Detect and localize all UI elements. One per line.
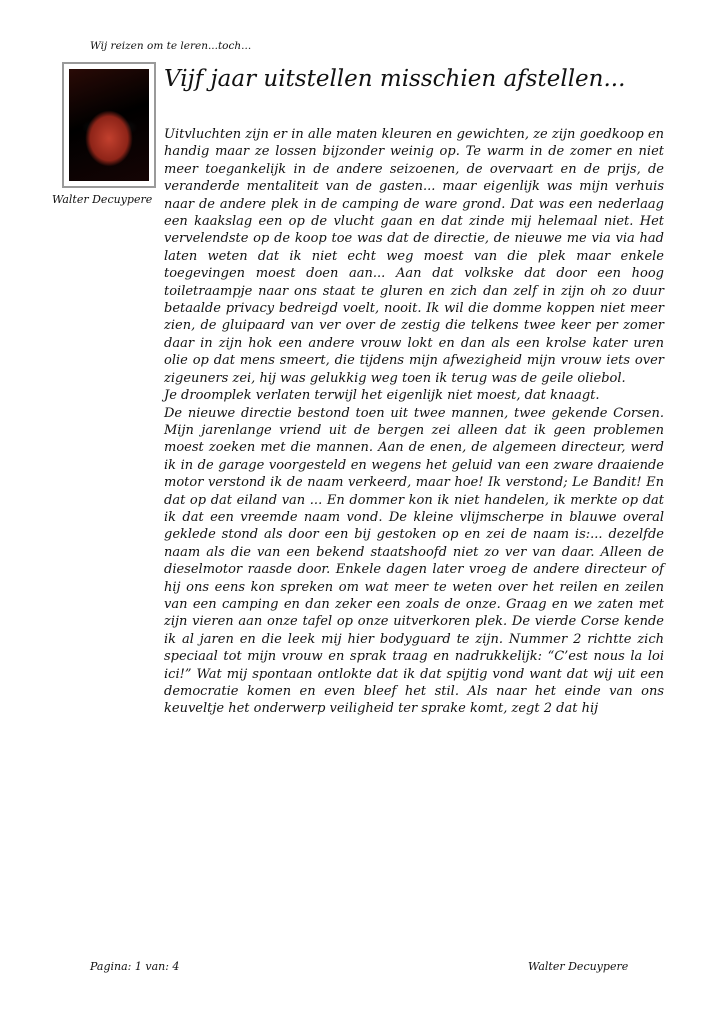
author-photo bbox=[69, 69, 149, 181]
article-title: Vijf jaar uitstellen misschien afstellen... bbox=[164, 66, 626, 92]
page-number: Pagina: 1 van: 4 bbox=[90, 960, 180, 973]
paragraph: Je droomplek verlaten terwijl het eigenlijk niet moest, dat knaagt. bbox=[164, 388, 600, 404]
footer-author: Walter Decuypere bbox=[528, 960, 629, 973]
paragraph: Uitvluchten zijn er in alle maten kleuren en gewichten, ze zijn goedkoop en handig maar ze lossen bijzonder weinig op. Te warm in de zomer en niet meer toegankelijk in de andere seizoenen, de overvaart en de prijs, de veranderde mentaliteit van de gasten... maar eigenlijk was mijn verhuis naar de andere plek in de camping de ware grond. Dat was een nederlaag een kaakslag een op de vlucht gaan en dat zinde mij helemaal niet. Het vervelendste op de koop toe was dat de directie, de nieuwe me via via had laten weten dat ik niet echt weg moest van die plek maar enkele toegevingen moest doen aan... Aan dat volkske dat door een hoog toiletraampje naar ons staat te gluren en zich dan zelf in zijn oh zo duur betaalde privacy bedreigd voelt, nooit. Ik wil die domme koppen niet meer zien, de gluipaard van ver over de zestig die telkens twee keer per zomer daar in zijn hok een andere vrouw lokt en dan als een krolse kater uren olie op dat mens smeert, die tijdens mijn afwezigheid mijn vrouw iets over zigeuners zei, hij was gelukkig weg toen ik terug was de geile oliebol. bbox=[164, 127, 664, 386]
photo-caption: Walter Decuypere bbox=[52, 193, 153, 206]
running-header: Wij reizen om te leren...toch... bbox=[90, 40, 252, 52]
author-photo-frame bbox=[62, 62, 156, 188]
paragraph: De nieuwe directie bestond toen uit twee mannen, twee gekende Corsen. Mijn jarenlange vriend uit de bergen zei alleen dat ik geen problemen moest zoeken met die mannen. Aan de enen, de algemeen directeur, werd ik in de garage voorgesteld en wegens het geluid van een zware draaiende motor verstond ik de naam verkeerd, maar hoe! Ik verstond; Le Bandit! En dat op dat eiland van ... En dommer kon ik niet handelen, ik merkte op dat ik dat een vreemde naam vond. De kleine vlijmscherpe in blauwe overal geklede stond als door een bij gestoken op en zei de naam is:... dezelfde naam als die van een bekend staatshoofd niet zo ver van daar. Alleen de dieselmotor raasde door. Enkele dagen later vroeg de andere directeur of hij ons eens kon spreken om wat meer te weten over het reilen en zeilen van een camping en dan zeker een zoals de onze. Graag en we zaten met zijn vieren aan onze tafel op onze uitverkoren plek. De vierde Corse kende ik al jaren en die leek mij hier bodyguard te zijn. Nummer 2 richtte zich speciaal tot mijn vrouw en sprak traag en nadrukkelijk: “C’est nous la loi ici!” Wat mij spontaan ontlokte dat ik dat spijtig vond want dat wij uit een democratie komen en even bleef het stil. Als naar het einde van ons keuveltje het onderwerp veiligheid ter sprake komt, zegt 2 dat hij bbox=[164, 405, 664, 717]
article-body bbox=[164, 126, 664, 718]
